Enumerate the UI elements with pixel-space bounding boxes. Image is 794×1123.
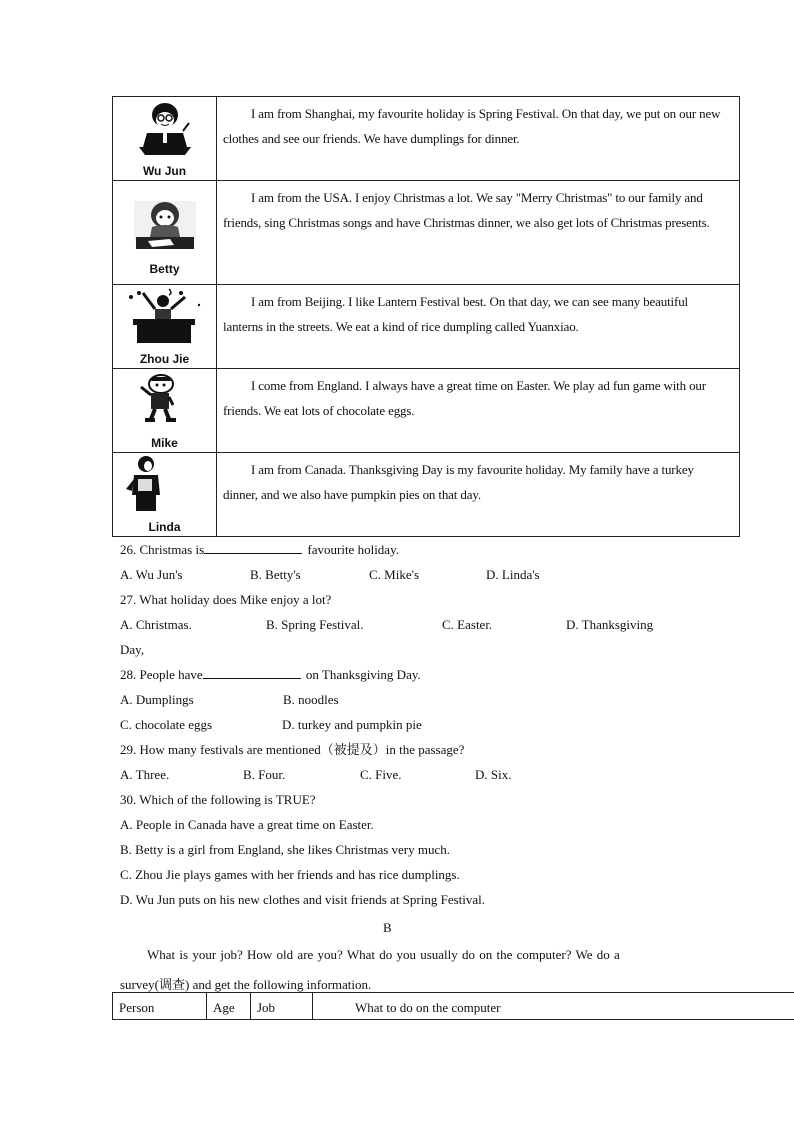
passage-text-content: I am from Shanghai, my favourite holiday is Spring Festival. On that day, we put on our new clothes and see our friends. We have dumplings for dinner. — [223, 106, 721, 146]
passage-text-content: I am from Beijing. I like Lantern Festival best. On that day, we can see many beautiful lanterns in the streets. We eat a kind of rice dumpling called Yuanxiao. — [223, 294, 688, 334]
q30-option-b[interactable]: B. Betty is a girl from England, she likes Christmas very much. — [120, 842, 451, 857]
character-name: Mike — [151, 436, 178, 450]
passage-text — [217, 181, 740, 285]
q27-option-c[interactable]: C. Easter. — [442, 617, 493, 632]
q29-option-d[interactable]: D. Six. — [475, 767, 512, 782]
answer-blank[interactable] — [203, 667, 301, 679]
q26-option-b[interactable]: B. Betty's — [250, 567, 301, 582]
survey-table-header-row — [113, 993, 794, 1020]
character-name: Linda — [148, 520, 181, 534]
passage-text — [217, 453, 740, 537]
q26-option-a[interactable]: A. Wu Jun's — [120, 567, 183, 582]
q27-option-b[interactable]: B. Spring Festival. — [266, 617, 364, 632]
passage-text-content: I am from Canada. Thanksgiving Day is my favourite holiday. My family have a turkey dinner, and we also have pumpkin pies on that day. — [223, 462, 694, 502]
q28-option-b[interactable]: B. noodles — [283, 692, 339, 707]
question-28-stem — [120, 667, 421, 683]
girl-at-table-illustration — [130, 195, 200, 255]
section-b-intro-line-1: What is your job? How old are you? What do you usually do on the computer? We do a — [147, 947, 620, 962]
q28-option-d[interactable]: D. turkey and pumpkin pie — [282, 717, 422, 732]
q27-option-d-wrap: Day, — [120, 642, 145, 657]
q29-option-c[interactable]: C. Five. — [360, 767, 402, 782]
child-celebrating-illustration — [125, 287, 205, 345]
passage-row-linda — [113, 453, 740, 537]
column-header-job: Job — [251, 993, 313, 1020]
girl-holding-item-illustration — [122, 455, 166, 513]
question-text: 28. People have — [120, 667, 203, 682]
question-30-stem: 30. Which of the following is TRUE? — [120, 792, 316, 807]
passage-text — [217, 97, 740, 181]
boy-waving-illustration — [133, 373, 183, 425]
q27-option-d[interactable]: D. Thanksgiving — [566, 617, 654, 632]
passage-row-wu-jun — [113, 97, 740, 181]
q30-option-c[interactable]: C. Zhou Jie plays games with her friends and has rice dumplings. — [120, 867, 460, 882]
q29-option-b[interactable]: B. Four. — [243, 767, 286, 782]
character-cell — [113, 369, 217, 453]
column-header-age: Age — [207, 993, 251, 1020]
character-cell — [113, 285, 217, 369]
question-26-stem — [120, 542, 399, 558]
character-name: Wu Jun — [142, 164, 187, 178]
q30-option-d[interactable]: D. Wu Jun puts on his new clothes and visit friends at Spring Festival. — [120, 892, 486, 907]
character-cell — [113, 97, 217, 181]
passage-table — [112, 96, 740, 537]
q29-option-a[interactable]: A. Three. — [120, 767, 170, 782]
q30-option-a[interactable]: A. People in Canada have a great time on Easter. — [120, 817, 374, 832]
answer-blank[interactable] — [204, 542, 302, 554]
passage-text-content: I am from the USA. I enjoy Christmas a lot. We say "Merry Christmas" to our family and friends, sing Christmas songs and have Christmas dinner, we also get lots of Christmas presents. — [223, 190, 710, 230]
question-27-stem: 27. What holiday does Mike enjoy a lot? — [120, 592, 332, 607]
character-cell — [113, 181, 217, 285]
survey-table — [112, 992, 794, 1020]
q27-option-a[interactable]: A. Christmas. — [120, 617, 192, 632]
passage-row-zhou-jie — [113, 285, 740, 369]
q26-option-c[interactable]: C. Mike's — [369, 567, 420, 582]
passage-text — [217, 285, 740, 369]
passage-text-content: I come from England. I always have a great time on Easter. We play ad fun game with our friends. We eat lots of chocolate eggs. — [223, 378, 706, 418]
passage-text — [217, 369, 740, 453]
question-text: favourite holiday. — [304, 542, 399, 557]
section-b-label: B — [383, 920, 392, 935]
question-text: 26. Christmas is — [120, 542, 205, 557]
column-header-person: Person — [113, 993, 207, 1020]
column-header-computer-use: What to do on the computer — [313, 993, 794, 1020]
question-29-stem: 29. How many festivals are mentioned（被提及）in the passage? — [120, 742, 465, 757]
boy-with-glasses-illustration — [133, 101, 197, 159]
question-text: on Thanksgiving Day. — [302, 667, 421, 682]
q28-option-a[interactable]: A. Dumplings — [120, 692, 194, 707]
q28-option-c[interactable]: C. chocolate eggs — [120, 717, 213, 732]
q26-option-d[interactable]: D. Linda's — [486, 567, 540, 582]
character-name: Betty — [149, 262, 180, 276]
passage-row-betty — [113, 181, 740, 285]
character-name: Zhou Jie — [139, 352, 190, 366]
section-b-intro-line-2: survey(调查) and get the following information. — [120, 977, 372, 992]
character-cell — [113, 453, 217, 537]
passage-row-mike — [113, 369, 740, 453]
